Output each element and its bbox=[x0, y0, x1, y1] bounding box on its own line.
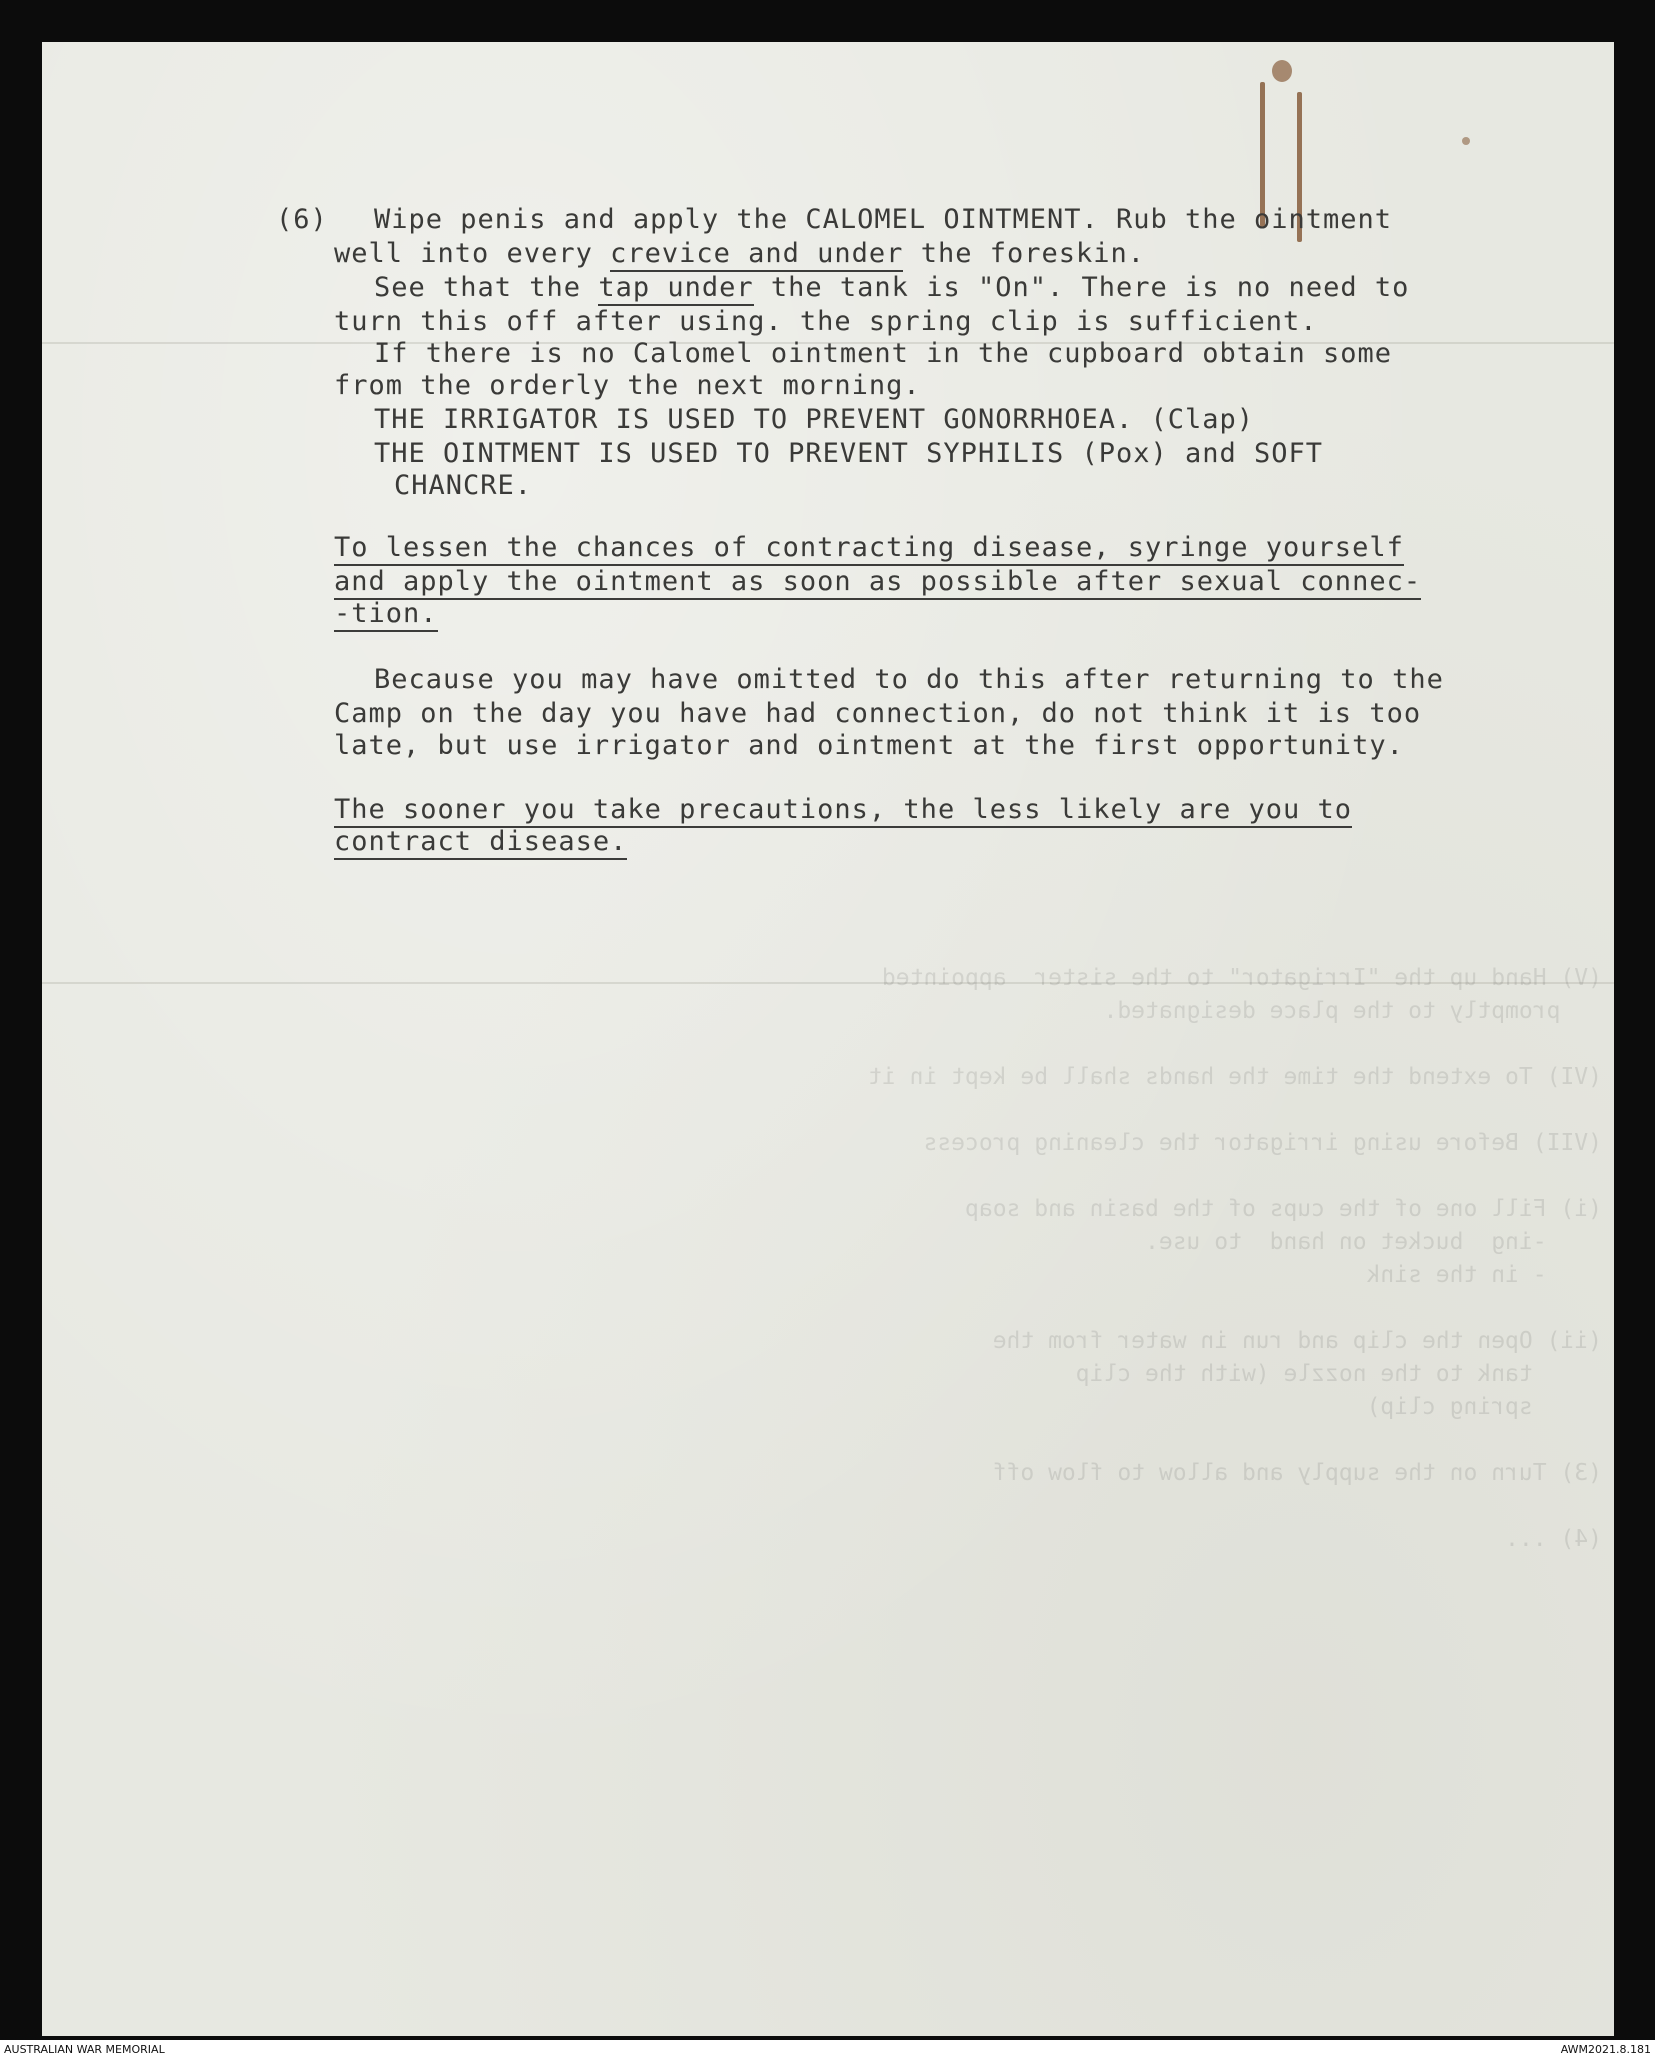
warning-line bbox=[334, 566, 1421, 597]
underlined-phrase: and apply the ointment as soon as possible after sexual connec- bbox=[334, 566, 1421, 600]
text-fragment: the foreskin. bbox=[903, 238, 1146, 269]
text-line: turn this off after using. the spring clip is sufficient. bbox=[334, 306, 1318, 337]
underlined-phrase: The sooner you take precautions, the less likely are you to bbox=[334, 794, 1352, 828]
advice-line: late, but use irrigator and ointment at the first opportunity. bbox=[334, 730, 1404, 761]
text-line: THE OINTMENT IS USED TO PREVENT SYPHILIS (Pox) and SOFT bbox=[374, 438, 1324, 469]
underlined-phrase: To lessen the chances of contracting disease, syringe yourself bbox=[334, 532, 1404, 566]
rust-stain bbox=[1272, 60, 1292, 82]
underlined-phrase: contract disease. bbox=[334, 826, 627, 860]
text-line bbox=[334, 238, 1145, 269]
underlined-phrase: tap under bbox=[598, 272, 753, 306]
warning-line bbox=[334, 532, 1404, 563]
text-line: from the orderly the next morning. bbox=[334, 370, 921, 401]
text-line: THE IRRIGATOR IS USED TO PREVENT GONORRHOEA. (Clap) bbox=[374, 404, 1255, 435]
text-fragment: See that the bbox=[374, 272, 599, 303]
closing-line bbox=[334, 826, 627, 857]
document-page bbox=[42, 42, 1614, 2036]
text-fragment: well into every bbox=[334, 238, 611, 269]
rust-stain bbox=[1462, 137, 1470, 145]
text-line: If there is no Calomel ointment in the cupboard obtain some bbox=[374, 338, 1393, 369]
closing-line bbox=[334, 794, 1352, 825]
bleed-through-text: (V) Hand up the "Irrigator" to the sister appointed promptly to the place designated. (VI) To extend the time the hands shall be kept in it (VII) Before using irrigator the cleaning process (i) Fill one of the cups of the basin and soap -ing bucket on hand to use. - in the sink (ii) Open the clip and run in water from the tank to the nozzle (with the clip spring clip) (3) Turn on the supply and allow to flow off (4) ... bbox=[868, 965, 1602, 1552]
advice-line: Because you may have omitted to do this after returning to the bbox=[374, 664, 1444, 695]
text-line: CHANCRE. bbox=[394, 470, 533, 501]
advice-line: Camp on the day you have had connection, do not think it is too bbox=[334, 698, 1422, 729]
footer-archive-name: AUSTRALIAN WAR MEMORIAL bbox=[4, 2043, 165, 2056]
warning-line bbox=[334, 598, 438, 629]
underlined-phrase: crevice and under bbox=[610, 238, 903, 272]
footer-accession-number: AWM2021.8.181 bbox=[1560, 2043, 1651, 2056]
text-line: Wipe penis and apply the CALOMEL OINTMENT. Rub the ointment bbox=[374, 204, 1393, 235]
text-line bbox=[374, 272, 1409, 303]
text-fragment: the tank is "On". There is no need to bbox=[753, 272, 1410, 303]
underlined-phrase: -tion. bbox=[334, 598, 438, 632]
item-number: (6) bbox=[276, 204, 328, 235]
